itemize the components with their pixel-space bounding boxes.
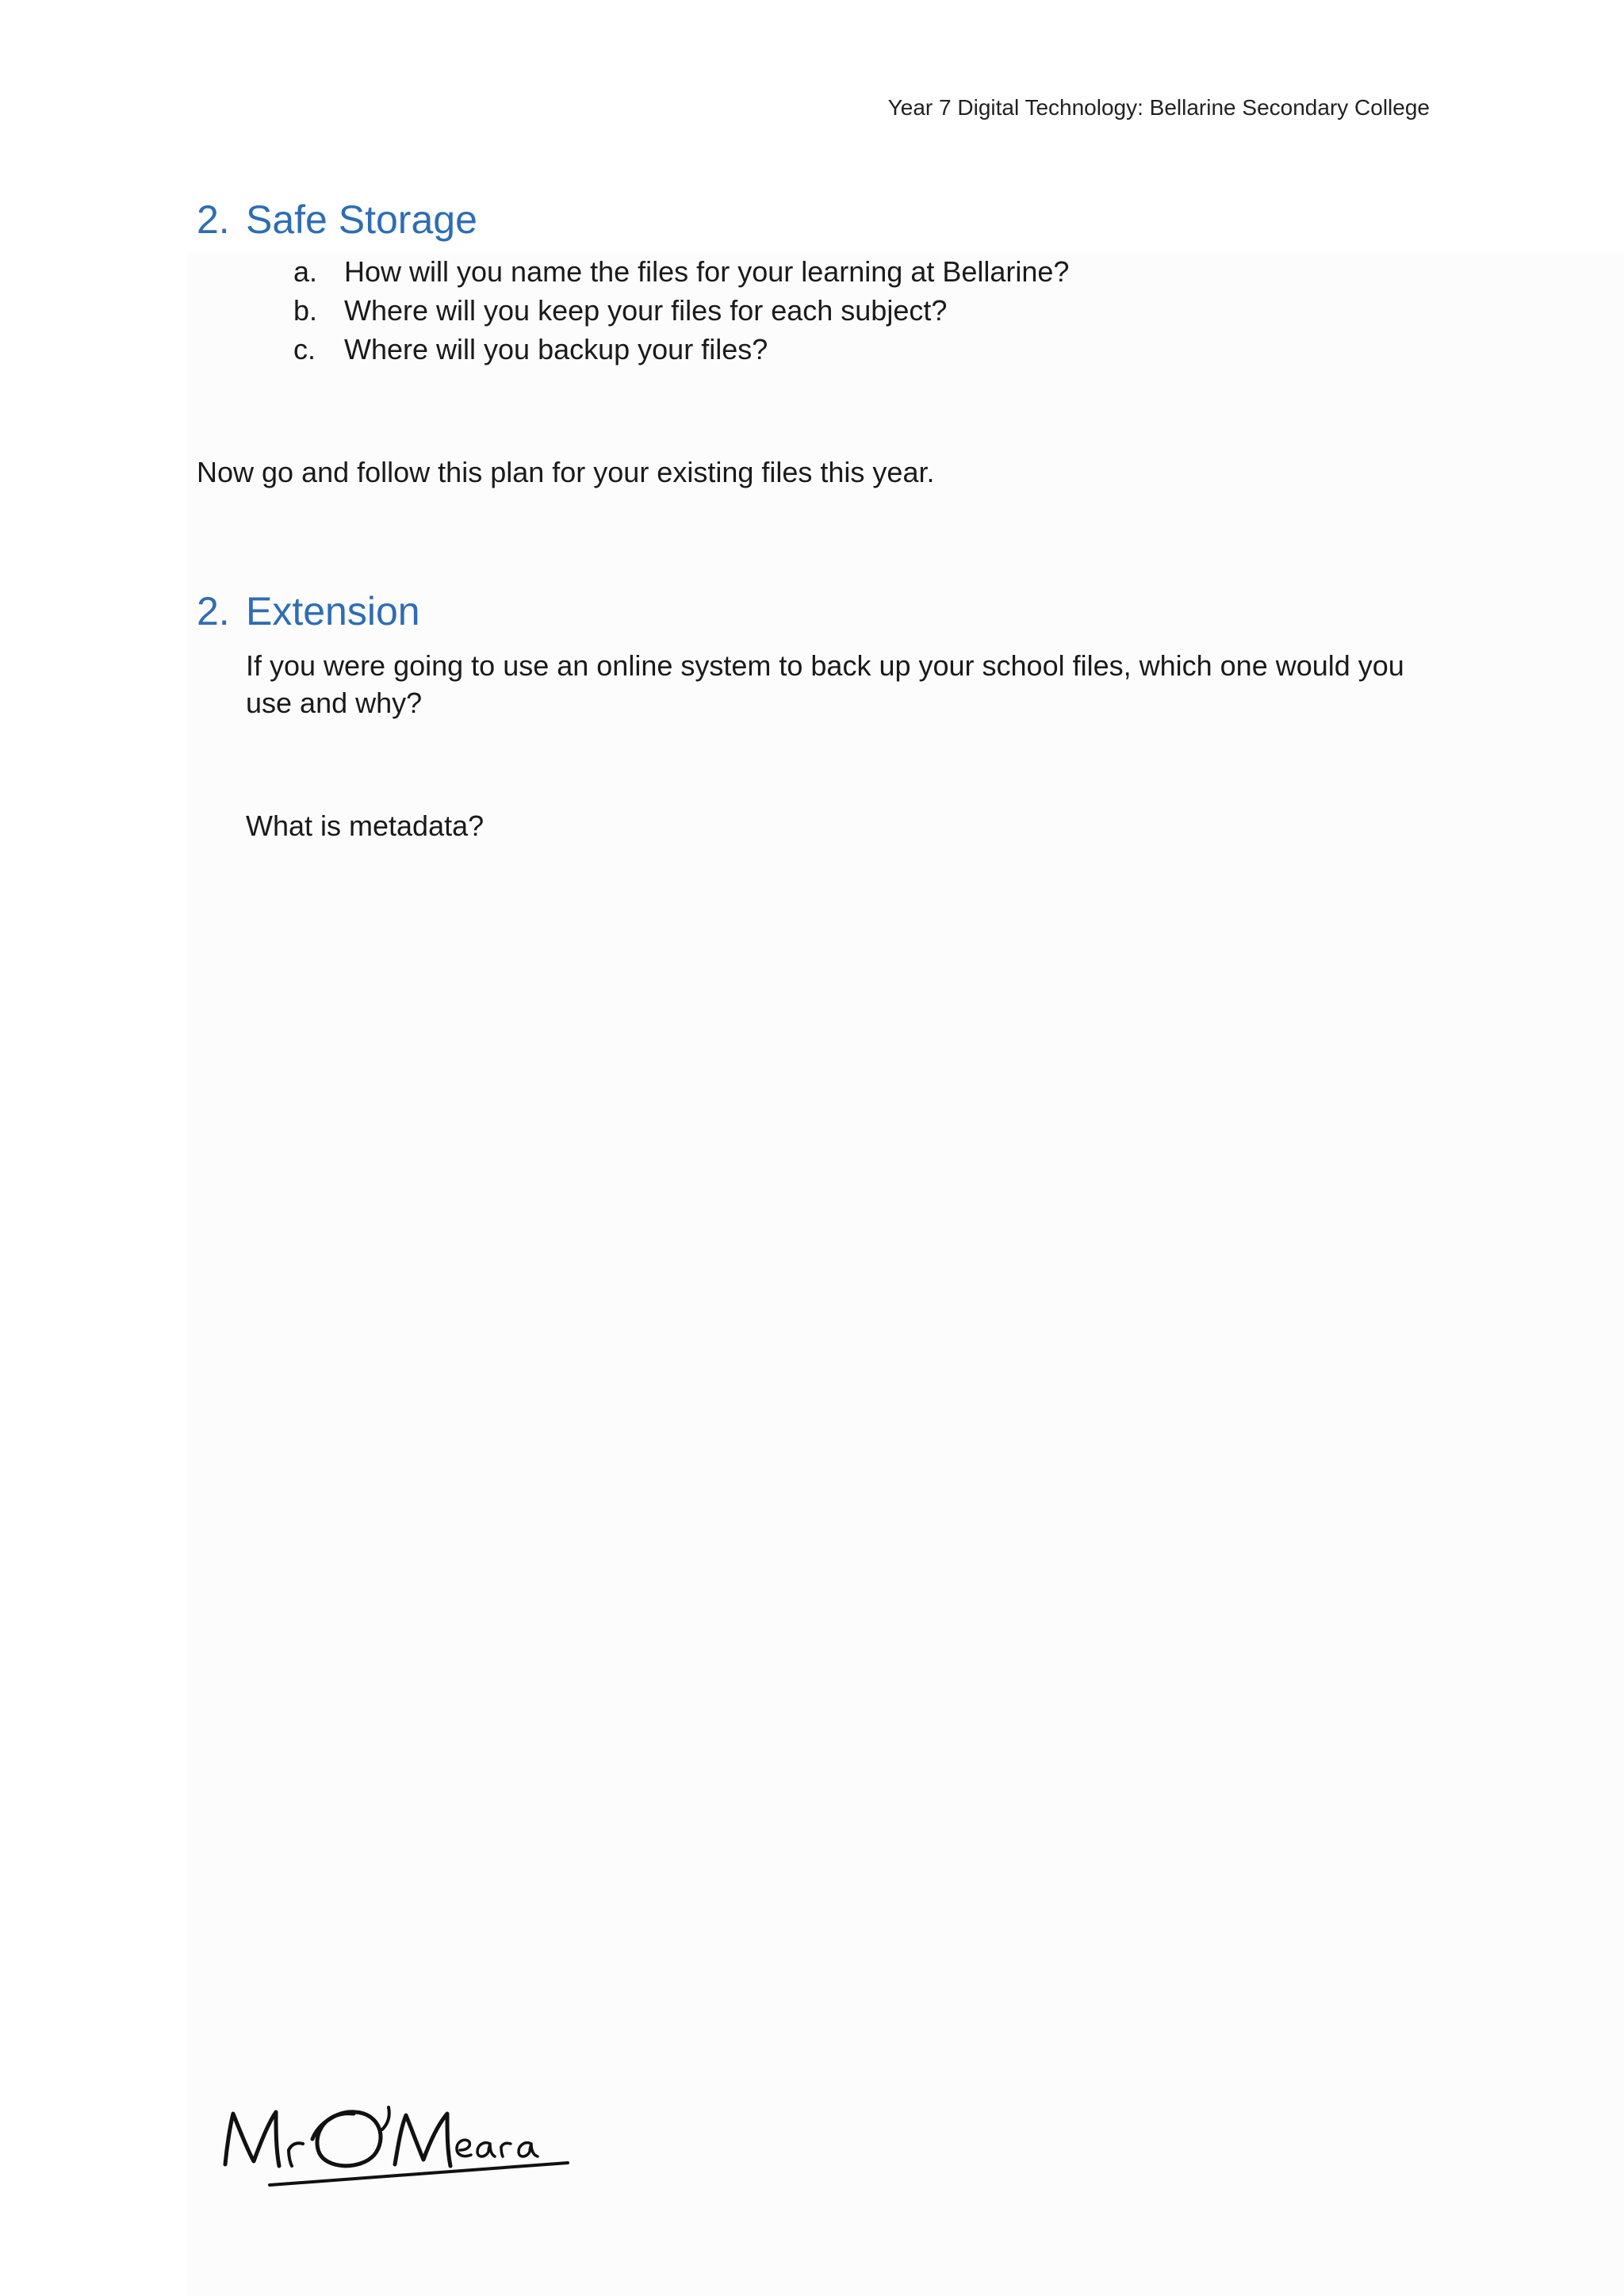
page-background (187, 252, 1624, 2296)
list-item (293, 252, 1069, 291)
instruction-text: Now go and follow this plan for your existing files this year. (197, 456, 935, 488)
list-item-text: Where will you keep your files for each subject? (344, 294, 948, 327)
list-item-text: Where will you backup your files? (344, 333, 768, 365)
extension-question-metadata: What is metadata? (246, 809, 485, 842)
section-heading-extension (197, 588, 420, 634)
list-marker: a. (293, 255, 318, 288)
signature-image (219, 2091, 592, 2195)
list-item (293, 291, 1069, 330)
section-heading-safe-storage (197, 197, 477, 243)
list-item (293, 330, 1069, 369)
section-number: 2. (197, 197, 230, 242)
section-number: 2. (197, 589, 230, 633)
extension-question-online-backup: If you were going to use an online system to back up your school files, which one would you use and why? (246, 649, 1404, 719)
page-header: Year 7 Digital Technology: Bellarine Secondary College (887, 95, 1430, 120)
list-marker: b. (293, 294, 318, 327)
section-title: Extension (246, 589, 420, 633)
list-item-text: How will you name the files for your learning at Bellarine? (344, 255, 1070, 288)
list-marker: c. (293, 333, 316, 365)
safe-storage-question-list (293, 252, 1069, 369)
section-title: Safe Storage (246, 197, 477, 242)
